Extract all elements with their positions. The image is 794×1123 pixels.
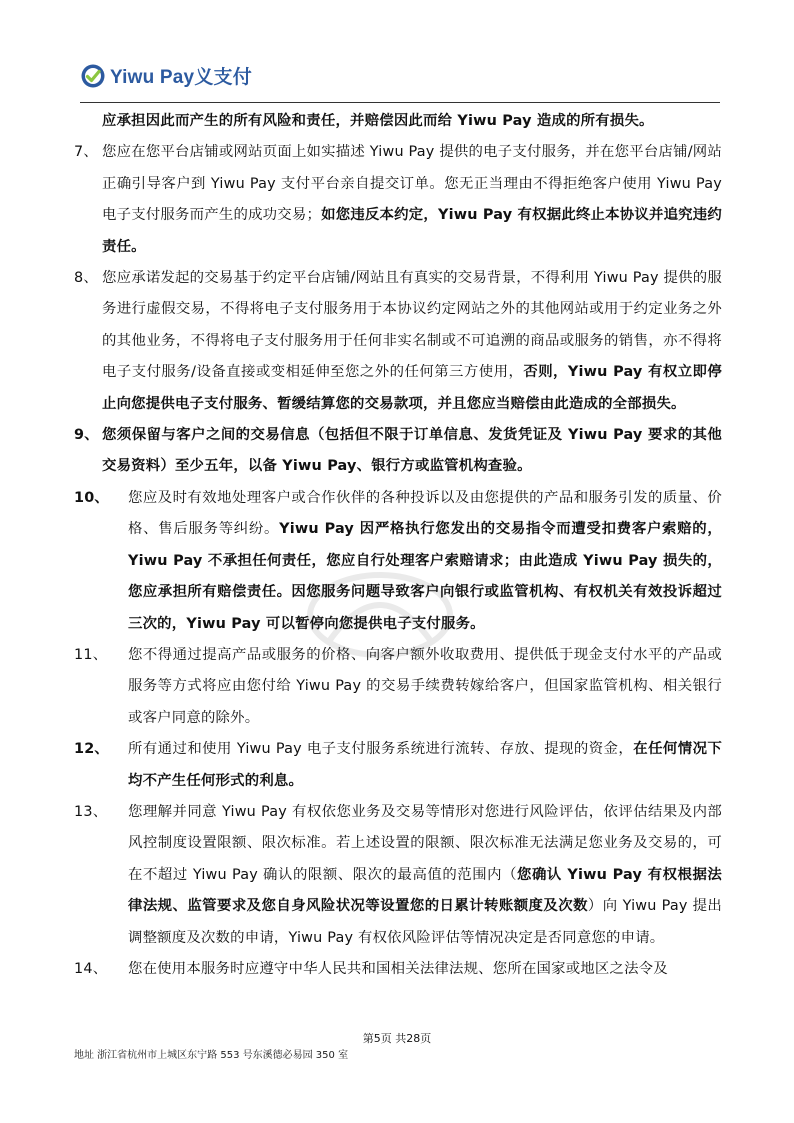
clause-13 — [74, 797, 722, 954]
clause-12 — [74, 734, 722, 797]
clause-bold-text: 如您违反本约定，Yiwu Pay 有权据此终止本协议并追究违约责任。 — [102, 207, 722, 255]
clause-text — [128, 734, 722, 797]
clause-text — [128, 483, 722, 640]
clause-14 — [74, 954, 722, 985]
clause-text — [128, 797, 722, 954]
clause-number: 12、 — [74, 741, 110, 758]
clause-10 — [74, 483, 722, 640]
clause-normal-text: 您在使用本服务时应遵守中华人民共和国相关法律法规、您所在国家或地区之法令及 — [128, 960, 668, 977]
clause-9 — [74, 420, 722, 483]
clause-text — [128, 954, 722, 985]
clause-number: 13、 — [74, 803, 108, 820]
clause-normal-text: 所有通过和使用 Yiwu Pay 电子支付服务系统进行流转、存放、提现的资金， — [128, 741, 634, 758]
clause-number: 9、 — [74, 427, 99, 444]
clause-bold-text: 否则，Yiwu Pay 有权立即停止向您提供电子支付服务、暂缓结算您的交易款项，并且您应当赔偿由此造成的全部损失。 — [102, 364, 722, 412]
clause-normal-text: 您应在您平台店铺或网站页面上如实描述 Yiwu Pay 提供的电子支付服务，并在您平台店铺/网站正确引导客户到 Yiwu Pay 支付平台亲自提交订单。您无正当理由不得拒绝客户使用 Yiwu Pay 电子支付服务而产生的成功交易； — [102, 144, 722, 224]
clause-normal-text-2: ）向 Yiwu Pay 提出调整额度及次数的申请，Yiwu Pay 有权依风险评估等情况决定是否同意您的申请。 — [128, 898, 722, 946]
clause-11 — [74, 640, 722, 734]
page-number: 第5页 共28页 — [362, 1032, 432, 1045]
clause-text — [128, 640, 722, 734]
clause-number: 8、 — [74, 270, 98, 287]
clause-number: 14、 — [74, 960, 108, 977]
check-circle-logo-icon — [80, 63, 106, 89]
brand-name — [110, 62, 252, 89]
clause-8 — [74, 263, 722, 420]
clause-text — [102, 263, 722, 420]
document-body — [74, 106, 722, 985]
clause-normal-text: 您应承诺发起的交易基于约定平台店铺/网站且有真实的交易背景，不得利用 Yiwu Pay 提供的服务进行虚假交易，不得将电子支付服务用于本协议约定网站之外的其他网站或用于约定业务之外的其他业务，不得将电子支付服务用于任何非实名制或不可追溯的商品或服务的销售，亦不得将电子支付服务/设备直接或变相延伸至您之外的任何第三方使用， — [102, 270, 722, 381]
clause-normal-text: 您不得通过提高产品或服务的价格、向客户额外收取费用、提供低于现金支付水平的产品或服务等方式将应由您付给 Yiwu Pay 的交易手续费转嫁给客户，但国家监管机构、相关银行或客户同意的除外。 — [128, 646, 722, 726]
footer-address: 地址 浙江省杭州市上城区东宁路 553 号东溪德必易园 350 室 — [74, 1050, 349, 1061]
header-divider — [80, 102, 720, 103]
clause-bold-text: 您须保留与客户之间的交易信息（包括但不限于订单信息、发货凭证及 Yiwu Pay 要求的其他交易资料）至少五年，以备 Yiwu Pay、银行方或监管机构查验。 — [102, 427, 722, 475]
clause-number: 10、 — [74, 489, 110, 506]
clause-text — [102, 420, 722, 483]
clause-number: 7、 — [74, 144, 98, 161]
clause-normal-text: 您理解并同意 Yiwu Pay 有权依您业务及交易等情形对您进行风险评估，依评估结果及内部风控制度设置限额、限次标准。若上述设置的限额、限次标准无法满足您业务及交易的，可在不超过 Yiwu Pay 确认的限额、限次的最高值的范围内（ — [128, 803, 722, 883]
brand-name-cn: 义支付 — [194, 67, 252, 88]
paragraph-continuation: 应承担因此而产生的所有风险和责任，并赔偿因此而给 Yiwu Pay 造成的所有损失。 — [102, 113, 654, 129]
brand-name-en: Yiwu Pay — [110, 67, 195, 88]
clause-number: 11、 — [74, 646, 108, 663]
header-logo — [80, 62, 252, 89]
clause-bold-text: Yiwu Pay 因严格执行您发出的交易指令而遭受扣费客户索赔的，Yiwu Pay 不承担任何责任，您应自行处理客户索赔请求；由此造成 Yiwu Pay 损失的，您应承担所有赔偿责任。因您服务问题导致客户向银行或监管机构、有权机关有效投诉超过三次的，Yiwu Pay 可以暂停向您提供电子支付服务。 — [128, 521, 722, 632]
clause-normal-text: 您应及时有效地处理客户或合作伙伴的各种投诉以及由您提供的产品和服务引发的质量、价格、售后服务等纠纷。 — [128, 489, 722, 538]
clause-bold-text: 在任何情况下均不产生任何形式的利息。 — [128, 741, 723, 789]
clause-bold-text: 您确认 Yiwu Pay 有权根据法律法规、监管要求及您自身风险状况等设置您的日累计转账额度及次数 — [128, 866, 722, 915]
clause-text — [102, 137, 722, 263]
clause-7 — [74, 137, 722, 263]
